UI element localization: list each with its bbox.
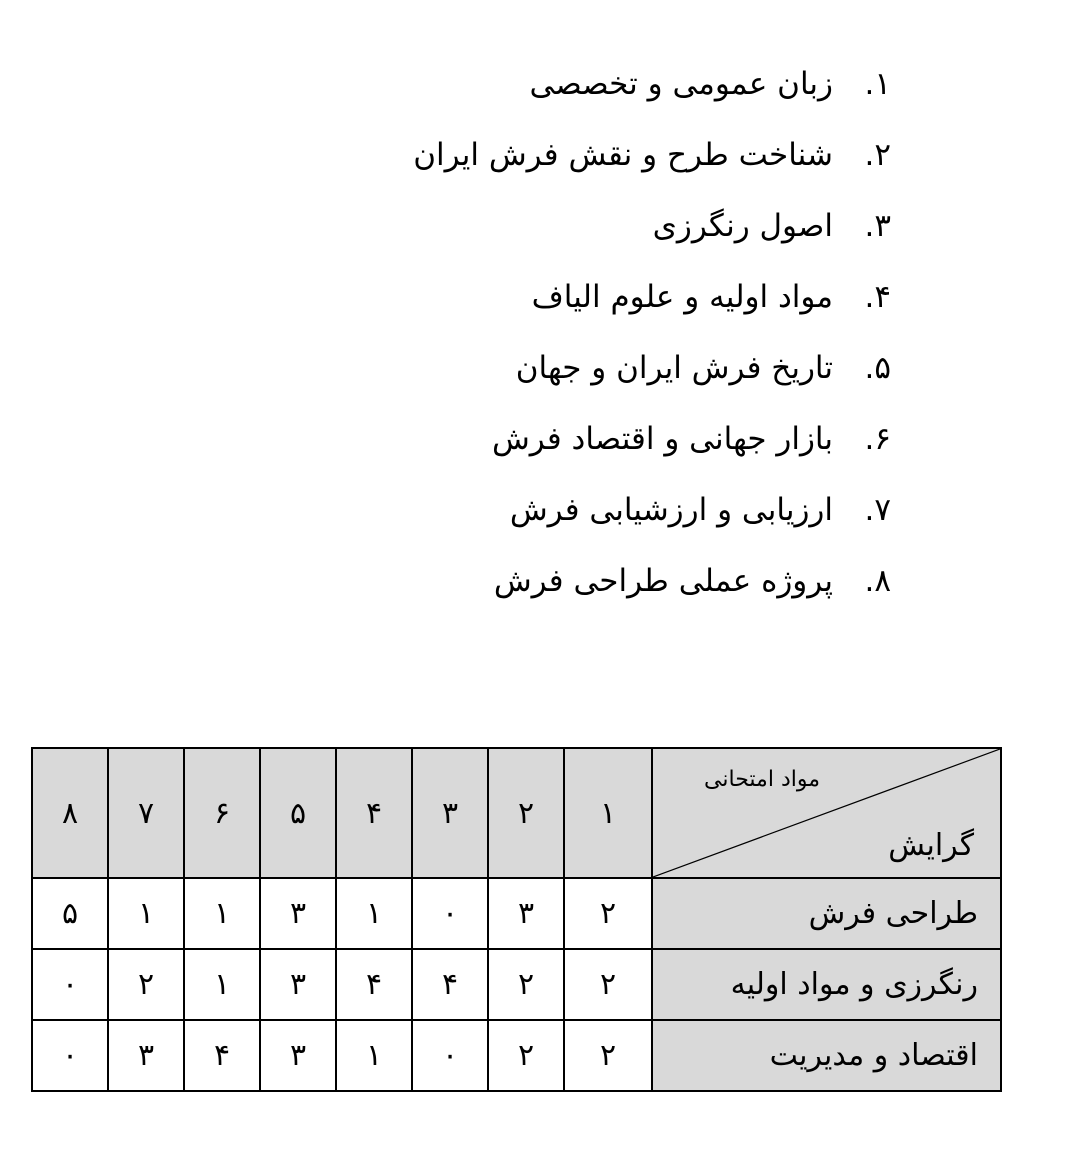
subject-item <box>413 48 891 119</box>
table-cell: ۴ <box>336 949 412 1020</box>
table-cell: ۴ <box>412 949 488 1020</box>
table-cell: ۰ <box>32 1020 108 1091</box>
table-cell: ۰ <box>32 949 108 1020</box>
table-cell: ۲ <box>108 949 184 1020</box>
column-header: ۴ <box>336 748 412 878</box>
subject-number: ۸. <box>864 562 891 599</box>
row-label: اقتصاد و مدیریت <box>652 1020 1001 1091</box>
table-cell: ۳ <box>260 949 336 1020</box>
table-cell: ۳ <box>488 878 564 949</box>
table-cell: ۱ <box>336 878 412 949</box>
subject-title: اصول رنگرزی <box>652 207 833 244</box>
row-label: رنگرزی و مواد اولیه <box>652 949 1001 1020</box>
subject-title: زبان عمومی و تخصصی <box>529 65 833 102</box>
subject-title: مواد اولیه و علوم الیاف <box>531 278 833 315</box>
subject-title: پروژه عملی طراحی فرش <box>493 562 833 599</box>
corner-header-cell <box>652 748 1001 878</box>
table-row <box>32 1020 1001 1091</box>
table-cell: ۱ <box>184 878 260 949</box>
column-header: ۶ <box>184 748 260 878</box>
column-header: ۳ <box>412 748 488 878</box>
corner-subjects-label: مواد امتحانی <box>704 767 820 792</box>
table-cell: ۱ <box>336 1020 412 1091</box>
table-cell: ۱ <box>184 949 260 1020</box>
row-label: طراحی فرش <box>652 878 1001 949</box>
subject-number: ۴. <box>864 278 891 315</box>
table-cell: ۲ <box>488 949 564 1020</box>
table-cell: ۱ <box>108 878 184 949</box>
corner-field-label: گرایش <box>888 828 974 863</box>
column-header: ۲ <box>488 748 564 878</box>
table-cell: ۰ <box>412 1020 488 1091</box>
subject-item <box>413 332 891 403</box>
subject-title: بازار جهانی و اقتصاد فرش <box>491 420 833 457</box>
subject-title: تاریخ فرش ایران و جهان <box>515 349 833 386</box>
table-cell: ۲ <box>564 878 652 949</box>
subject-item <box>413 474 891 545</box>
table-cell: ۵ <box>32 878 108 949</box>
table-cell: ۲ <box>564 949 652 1020</box>
subject-item <box>413 190 891 261</box>
table-cell: ۲ <box>488 1020 564 1091</box>
subject-number: ۱. <box>864 65 891 102</box>
column-header: ۱ <box>564 748 652 878</box>
table-cell: ۴ <box>184 1020 260 1091</box>
subject-item <box>413 119 891 190</box>
subject-number: ۷. <box>864 491 891 528</box>
exam-weight-table <box>31 747 1002 1092</box>
table-cell: ۳ <box>260 878 336 949</box>
subject-number: ۶. <box>864 420 891 457</box>
subject-list <box>413 48 891 616</box>
column-header: ۸ <box>32 748 108 878</box>
table-row <box>32 949 1001 1020</box>
subject-item <box>413 403 891 474</box>
table-cell: ۰ <box>412 878 488 949</box>
subject-title: شناخت طرح و نقش فرش ایران <box>413 136 833 173</box>
column-header: ۵ <box>260 748 336 878</box>
table-cell: ۳ <box>108 1020 184 1091</box>
table-cell: ۲ <box>564 1020 652 1091</box>
subject-number: ۳. <box>864 207 891 244</box>
subject-item <box>413 261 891 332</box>
table-cell: ۳ <box>260 1020 336 1091</box>
subject-item <box>413 545 891 616</box>
table-header-row <box>32 748 1001 878</box>
subject-number: ۲. <box>864 136 891 173</box>
table-row <box>32 878 1001 949</box>
subject-title: ارزیابی و ارزشیابی فرش <box>509 491 833 528</box>
subject-number: ۵. <box>864 349 891 386</box>
column-header: ۷ <box>108 748 184 878</box>
